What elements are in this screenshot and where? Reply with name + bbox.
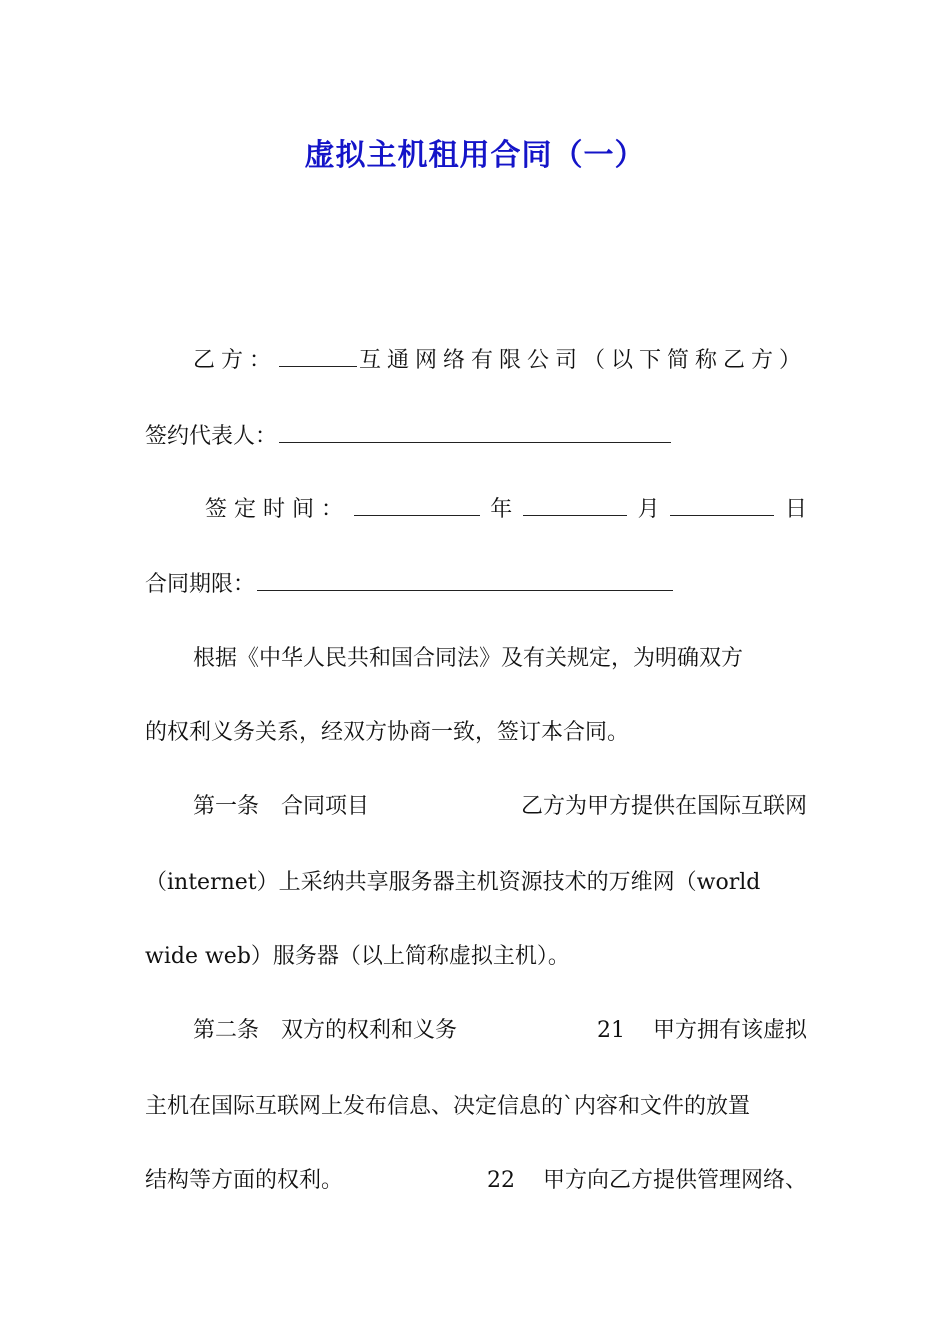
- party-b-blank[interactable]: [279, 344, 357, 367]
- article-2-clause-group: [597, 1016, 807, 1046]
- sign-date-year-blank[interactable]: [354, 493, 480, 516]
- article-2-line-2: 主机在国际互联网上发布信息、决定信息的`内容和文件的放置: [145, 1094, 751, 1119]
- representative-label: 签约代表人：: [145, 424, 278, 449]
- article-2-heading: 第二条 双方的权利和义务: [193, 1018, 458, 1043]
- sign-date-day-blank[interactable]: [670, 493, 774, 516]
- representative-blank[interactable]: [279, 420, 671, 443]
- representative-line: [145, 420, 807, 452]
- party-b-label: 乙方：: [193, 348, 278, 373]
- article-2-clause-number: 21: [596, 1018, 625, 1043]
- sign-date-year-label: 年: [490, 497, 513, 522]
- article-2-text-d: 甲方向乙方提供管理网络、: [542, 1168, 807, 1193]
- party-b-line: [145, 344, 807, 376]
- article-1-text-a: 乙方为甲方提供在国际互联网: [520, 794, 807, 819]
- article-1-text-b: （internet）上采纳共享服务器主机资源技术的万维网（world: [145, 870, 761, 895]
- sign-date-line: [205, 493, 807, 525]
- sign-date-month-label: 月: [637, 497, 660, 522]
- article-2-clause-group-2: [487, 1166, 807, 1196]
- article-1-line-2: [145, 868, 807, 898]
- intro-line-2: 的权利义务关系，经双方协商一致，签订本合同。: [145, 720, 630, 745]
- intro-line-1: 根据《中华人民共和国合同法》及有关规定，为明确双方: [193, 646, 744, 671]
- sign-date-month-blank[interactable]: [523, 493, 627, 516]
- article-2-clause-number-2: 22: [486, 1168, 515, 1193]
- party-b-company: 互通网络有限公司（以下简称乙方）: [358, 348, 807, 373]
- article-1-line-1: [145, 792, 807, 822]
- article-2-line-3: [145, 1166, 807, 1196]
- document-title: 虚拟主机租用合同（一）: [304, 138, 646, 173]
- term-line: [145, 568, 807, 600]
- term-blank[interactable]: [257, 568, 673, 591]
- article-1-heading: 第一条 合同项目: [193, 794, 370, 819]
- article-2-text-a: 甲方拥有该虚拟: [652, 1018, 807, 1043]
- article-2-line-1: [145, 1016, 807, 1046]
- article-2-text-c: 结构等方面的权利。: [145, 1168, 344, 1193]
- term-label: 合同期限：: [145, 572, 256, 597]
- sign-date-label: 签 定 时 间 ：: [205, 497, 343, 522]
- sign-date-day-label: 日: [784, 497, 807, 522]
- article-1-line-3: wide web）服务器（以上简称虚拟主机）。: [145, 944, 570, 969]
